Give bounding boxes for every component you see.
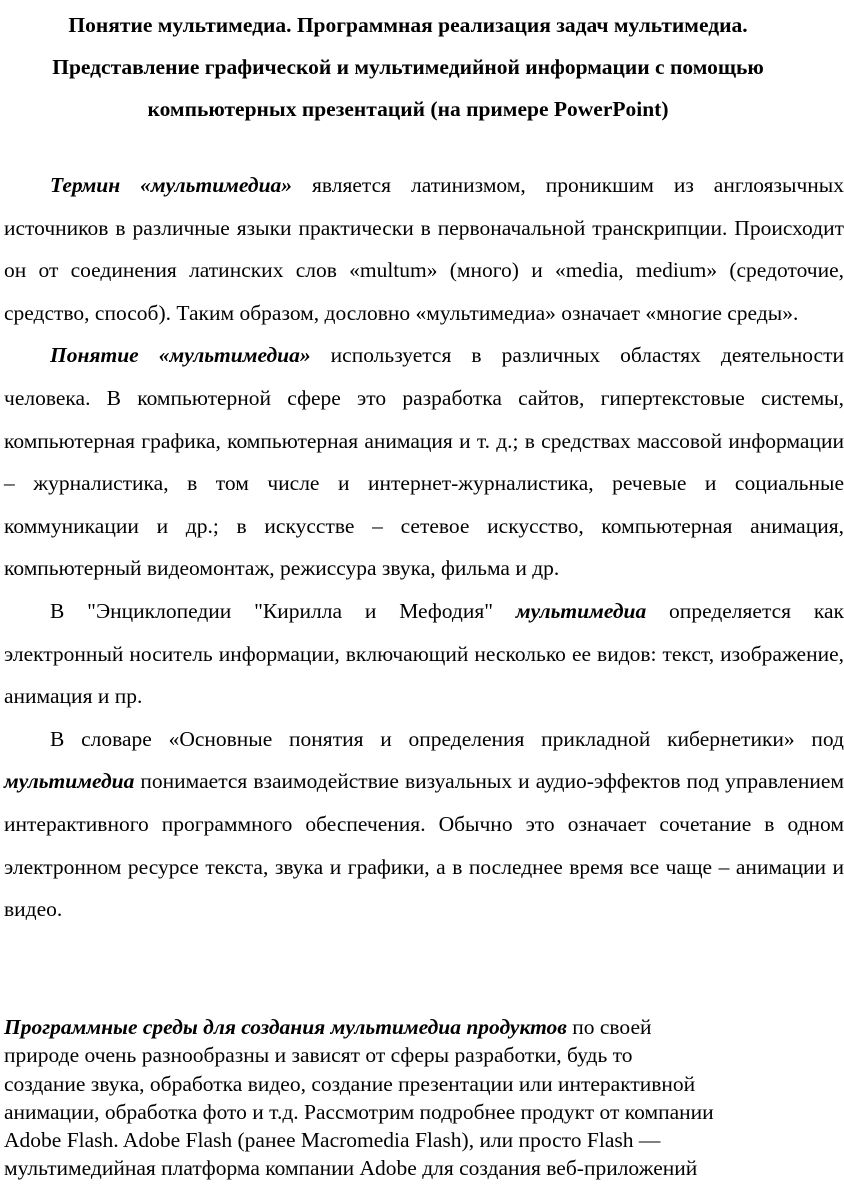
software-line-5: Adobe Flash. Adobe Flash (ранее Macromedia Flash), или просто Flash — bbox=[4, 1128, 661, 1153]
dictionary-before: В словаре «Основные понятия и определения прикладной кибернетики» под bbox=[50, 726, 844, 751]
software-line-6: мультимедийная платформа компании Adobe для создания веб-приложений bbox=[4, 1156, 698, 1181]
encyclopedia-before: В "Энциклопедии "Кирилла и Мефодия" bbox=[50, 598, 516, 623]
concept-emphasis: Понятие «мультимедиа» bbox=[50, 343, 311, 368]
software-line-1 bbox=[4, 1013, 804, 1041]
title-line-3: компьютерных презентаций (на примере PowerPoint) bbox=[147, 97, 669, 121]
paragraph-term bbox=[4, 164, 844, 334]
title-line-1: Понятие мультимедиа. Программная реализация задач мультимедиа. bbox=[68, 13, 748, 37]
software-line-2: природе очень разнообразны и зависят от сферы разработки, будь то bbox=[4, 1043, 633, 1068]
paragraph-concept bbox=[4, 334, 844, 590]
page-title bbox=[0, 0, 816, 130]
software-emphasis: Программные среды для создания мультимедиа продуктов bbox=[4, 1015, 567, 1039]
body-text bbox=[4, 164, 844, 931]
software-line-4: анимации, обработка фото и т.д. Рассмотрим подробнее продукт от компании bbox=[4, 1099, 714, 1124]
software-line-1-rest: по своей bbox=[566, 1015, 652, 1039]
dictionary-emphasis: мультимедиа bbox=[4, 769, 135, 794]
paragraph-encyclopedia bbox=[4, 590, 844, 718]
dictionary-after: понимается взаимодействие визуальных и аудио-эффектов под управлением интерактивного программного обеспечения. Обычно это означает сочетание в одном электронном ресурсе текста, звука и графики, а в последнее время все чаще – анимации и видео. bbox=[4, 769, 844, 922]
title-line-2: Представление графической и мультимедийной информации с помощью bbox=[52, 55, 764, 79]
paragraph-concept-text: используется в различных областях деятельности человека. В компьютерной сфере это разработка сайтов, гипертекстовые системы, компьютерная графика, компьютерная анимация и т. д.; в средствах массовой информации – журналистика, в том числе и интернет-журналистика, речевые и социальные коммуникации и др.; в искусстве – сетевое искусство, компьютерная анимация, компьютерный видеомонтаж, режиссура звука, фильма и др. bbox=[4, 343, 844, 581]
encyclopedia-emphasis: мультимедиа bbox=[515, 598, 647, 623]
term-emphasis: Термин «мультимедиа» bbox=[50, 173, 293, 197]
software-line-3: создание звука, обработка видео, создание презентации или интерактивной bbox=[4, 1071, 696, 1096]
paragraph-dictionary bbox=[4, 718, 844, 931]
software-section bbox=[4, 1013, 804, 1183]
encyclopedia-after: определяется как электронный носитель информации, включающий несколько ее видов: текст, изображение, анимация и пр. bbox=[4, 598, 844, 709]
paragraph-term-text: является латинизмом, проникшим из англоязычных источников в различные языки практически в первоначальной транскрипции. Происходит он от соединения латинских слов «multum» (много) и «media, medium» (средоточие, средство, способ). Таким образом, дословно «мультимедиа» означает «многие среды». bbox=[4, 173, 844, 325]
